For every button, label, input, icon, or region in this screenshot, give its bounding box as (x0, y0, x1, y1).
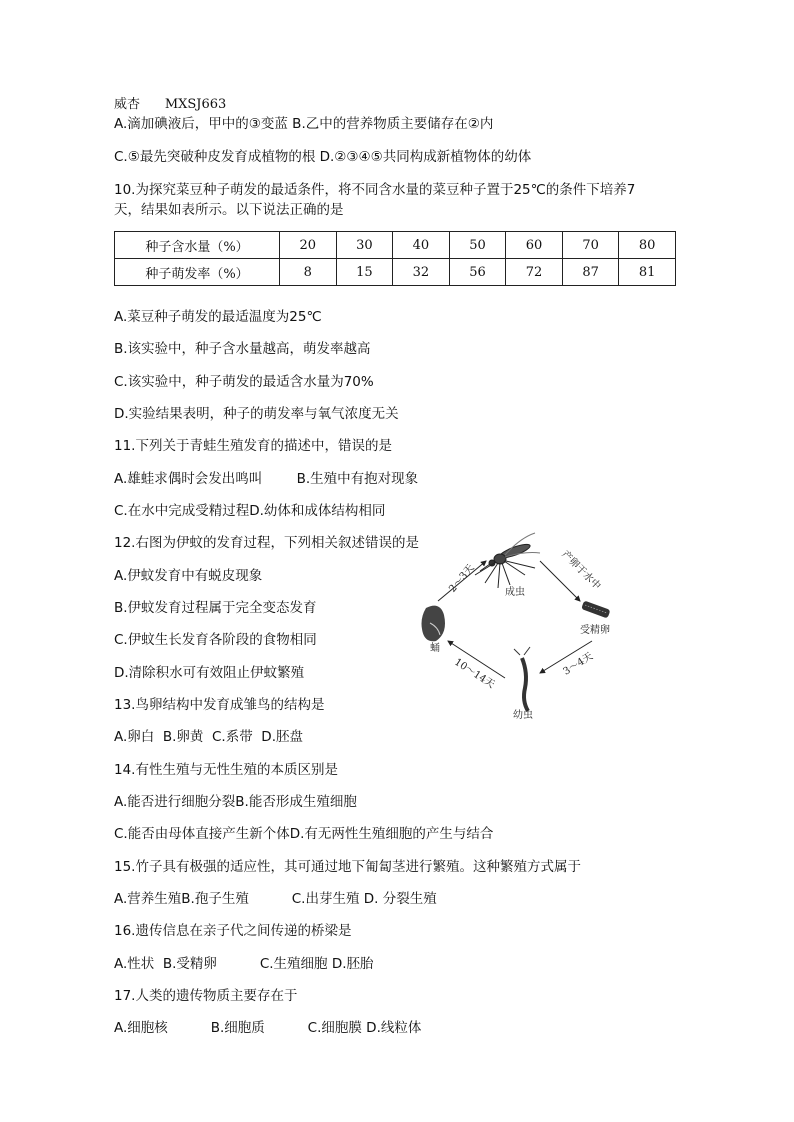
q14-options-line2: C.能否由母体直接产生新个体D.有无两性生殖细胞的产生与结合 (114, 826, 494, 842)
larva-icon (514, 647, 530, 711)
header-line (114, 93, 226, 112)
q12-option-c: C.伊蚊生长发育各阶段的食物相同 (114, 632, 317, 648)
q12-option-a: A.伊蚊发育中有蜕皮现象 (114, 568, 263, 584)
q10-option-a: A.菜豆种子萌发的最适温度为25℃ (114, 309, 322, 325)
table-cell: 72 (506, 259, 563, 286)
label-lay-in-water: 产卵于水中 (559, 548, 603, 593)
q16-options: A.性状 B.受精卵 C.生殖细胞 D.胚胎 (114, 956, 374, 972)
table-cell: 8 (280, 259, 337, 286)
table-cell: 30 (336, 232, 393, 259)
table-cell: 种子萌发率（%） (115, 259, 280, 286)
table-cell: 70 (562, 232, 619, 259)
table-cell: 56 (449, 259, 506, 286)
egg-raft-icon (581, 600, 610, 618)
q16-stem: 16.遗传信息在亲子代之间传递的桥梁是 (114, 923, 352, 939)
table-cell: 60 (506, 232, 563, 259)
q10-data-table (114, 231, 676, 286)
label-pupa: 蛹 (430, 643, 440, 654)
table-cell: 81 (619, 259, 676, 286)
q15-options: A.营养生殖B.孢子生殖 C.出芽生殖 D. 分裂生殖 (114, 891, 437, 907)
q10-option-b: B.该实验中，种子含水量越高，萌发率越高 (114, 341, 371, 357)
q12-option-b: B.伊蚊发育过程属于完全变态发育 (114, 600, 317, 616)
table-cell: 50 (449, 232, 506, 259)
q10-stem-line1: 10.为探究菜豆种子萌发的最适条件，将不同含水量的菜豆种子置于25℃的条件下培养7 (114, 182, 636, 198)
q10-stem-line2: 天，结果如表所示。以下说法正确的是 (114, 202, 344, 218)
q15-stem: 15.竹子具有极强的适应性，其可通过地下匍匐茎进行繁殖。这种繁殖方式属于 (114, 859, 581, 875)
q12-option-d: D.清除积水可有效阻止伊蚊繁殖 (114, 665, 305, 681)
table-cell: 20 (280, 232, 337, 259)
label-pupa-to-adult-time: 2～3天 (447, 562, 477, 595)
q14-options-line1: A.能否进行细胞分裂B.能否形成生殖细胞 (114, 794, 357, 810)
q9-options-line1: A.滴加碘液后，甲中的③变蓝 B.乙中的营养物质主要储存在②内 (114, 116, 494, 132)
table-cell: 种子含水量（%） (115, 232, 280, 259)
header-name: 威杏 (114, 97, 141, 112)
table-cell: 80 (619, 232, 676, 259)
label-adult: 成虫 (505, 587, 525, 598)
table-cell: 40 (393, 232, 450, 259)
pupa-icon (422, 606, 446, 642)
table-cell: 32 (393, 259, 450, 286)
adult-mosquito-icon (475, 533, 540, 588)
q10-option-c: C.该实验中，种子萌发的最适含水量为70% (114, 374, 374, 390)
header-code: MXSJ663 (164, 97, 227, 112)
q13-options: A.卵白 B.卵黄 C.系带 D.胚盘 (114, 729, 303, 745)
q11-options-line1: A.雄蛙求偶时会发出鸣叫 B.生殖中有抱对现象 (114, 471, 419, 487)
label-larva: 幼虫 (513, 710, 533, 721)
table-row (115, 259, 676, 286)
q14-stem: 14.有性生殖与无性生殖的本质区别是 (114, 762, 338, 778)
q9-options-line2: C.⑤最先突破种皮发育成植物的根 D.②③④⑤共同构成新植物体的幼体 (114, 149, 532, 165)
table-cell: 15 (336, 259, 393, 286)
label-egg-to-larva-time: 3～4天 (561, 650, 596, 678)
mosquito-lifecycle-figure (410, 523, 660, 725)
q17-stem: 17.人类的遗传物质主要存在于 (114, 988, 298, 1004)
q12-stem: 12.右图为伊蚊的发育过程，下列相关叙述错误的是 (114, 535, 419, 551)
table-row (115, 232, 676, 259)
table-cell: 87 (562, 259, 619, 286)
q11-options-line2: C.在水中完成受精过程D.幼体和成体结构相同 (114, 503, 386, 519)
q10-option-d: D.实验结果表明，种子的萌发率与氧气浓度无关 (114, 406, 399, 422)
q17-options: A.细胞核 B.细胞质 C.细胞膜 D.线粒体 (114, 1020, 422, 1036)
label-egg: 受精卵 (580, 625, 610, 636)
q11-stem: 11.下列关于青蛙生殖发育的描述中，错误的是 (114, 438, 392, 454)
label-larva-to-pupa-time: 10～14天 (452, 656, 497, 691)
q13-stem: 13.鸟卵结构中发育成雏鸟的结构是 (114, 697, 325, 713)
